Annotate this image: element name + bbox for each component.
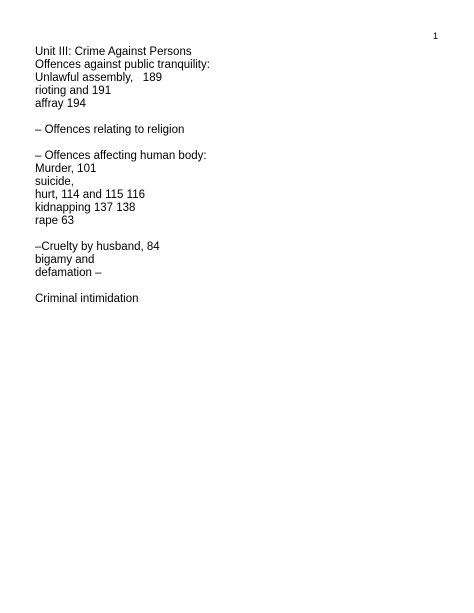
document-body xyxy=(35,46,435,306)
text-line: – Offences relating to religion xyxy=(35,124,185,136)
text-line: rioting and 191 xyxy=(35,85,112,97)
text-line: hurt, 114 and 115 116 xyxy=(35,189,145,201)
text-line: Murder, 101 xyxy=(35,163,97,175)
text-line: Criminal intimidation xyxy=(35,293,139,305)
text-line: Unlawful assembly, 189 xyxy=(35,72,162,84)
text-line: bigamy and xyxy=(35,254,95,266)
text-line: – Offences affecting human body: xyxy=(35,150,207,162)
text-line: Unit III: Crime Against Persons xyxy=(35,46,192,58)
text-line: suicide, xyxy=(35,176,74,188)
blank-line xyxy=(35,280,435,293)
text-line: affray 194 xyxy=(35,98,86,110)
page-number: 1 xyxy=(433,31,439,41)
text-line: Offences against public tranquility: xyxy=(35,59,210,71)
blank-line xyxy=(35,111,435,124)
text-line: –Cruelty by husband, 84 xyxy=(35,241,160,253)
text-line: rape 63 xyxy=(35,215,75,227)
blank-line xyxy=(35,228,435,241)
text-line: kidnapping 137 138 xyxy=(35,202,136,214)
text-line: defamation – xyxy=(35,267,102,279)
blank-line xyxy=(35,137,435,150)
